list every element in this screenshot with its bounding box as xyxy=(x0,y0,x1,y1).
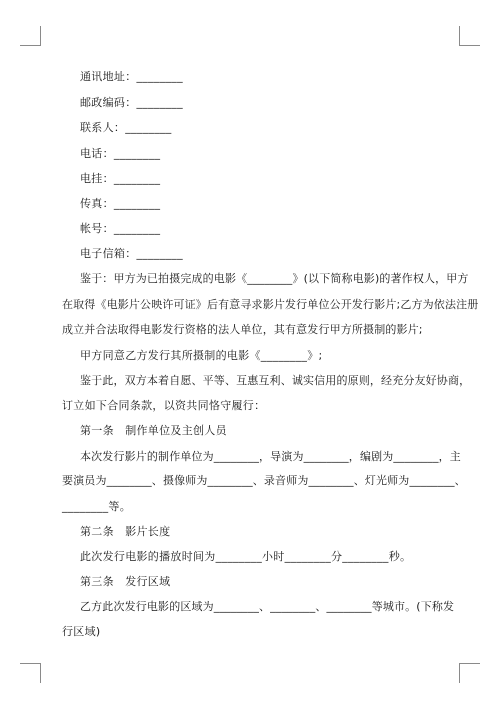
preamble-paragraph-1-line-1: 鉴于：甲方为已拍摄完成的电影《________》(以下简称电影)的著作权人，甲方 xyxy=(80,272,469,285)
preamble-paragraph-3-line-1: 鉴于此，双方本着自愿、平等、互惠互利、诚实信用的原则，经充分友好协商， xyxy=(80,374,471,387)
article-1-line-1: 本次发行影片的制作单位为________，导演为________，编剧为________，主 xyxy=(80,450,461,463)
article-1-line-3: ________等。 xyxy=(62,500,131,513)
article-2-heading: 第二条 影片长度 xyxy=(80,525,171,538)
telex-line: 电挂：________ xyxy=(80,172,161,185)
postcode-line: 邮政编码：________ xyxy=(80,96,183,109)
fax-line: 传真：________ xyxy=(80,197,161,210)
article-3-line-1: 乙方此次发行电影的区域为________、________、________等城市。(下称发 xyxy=(80,600,455,613)
article-1-line-2: 要演员为________、摄像师为________、录音师为________、灯光师为________、 xyxy=(62,474,466,487)
address-line: 通讯地址：________ xyxy=(80,70,183,83)
article-3-heading: 第三条 发行区域 xyxy=(80,575,171,588)
contact-person-line: 联系人：________ xyxy=(80,121,172,134)
article-2-line-1: 此次发行电影的播放时间为________小时________分________秒。 xyxy=(80,550,412,563)
account-line: 帐号：________ xyxy=(80,222,161,235)
preamble-paragraph-1-line-2: 在取得《电影片公映许可证》后有意寻求影片发行单位公开发行影片;乙方为依法注册 xyxy=(62,298,479,311)
preamble-paragraph-1-line-3: 成立并合法取得电影发行资格的法人单位，其有意发行甲方所摄制的影片; xyxy=(62,323,423,336)
email-line: 电子信箱：________ xyxy=(80,247,183,260)
phone-line: 电话：________ xyxy=(80,147,161,160)
preamble-paragraph-3-line-2: 订立如下合同条款，以资共同恪守履行： xyxy=(62,399,266,412)
article-1-heading: 第一条 制作单位及主创人员 xyxy=(80,424,227,437)
article-3-line-2: 行区域) xyxy=(62,625,101,638)
preamble-paragraph-2: 甲方同意乙方发行其所摄制的电影《________》; xyxy=(80,349,323,362)
